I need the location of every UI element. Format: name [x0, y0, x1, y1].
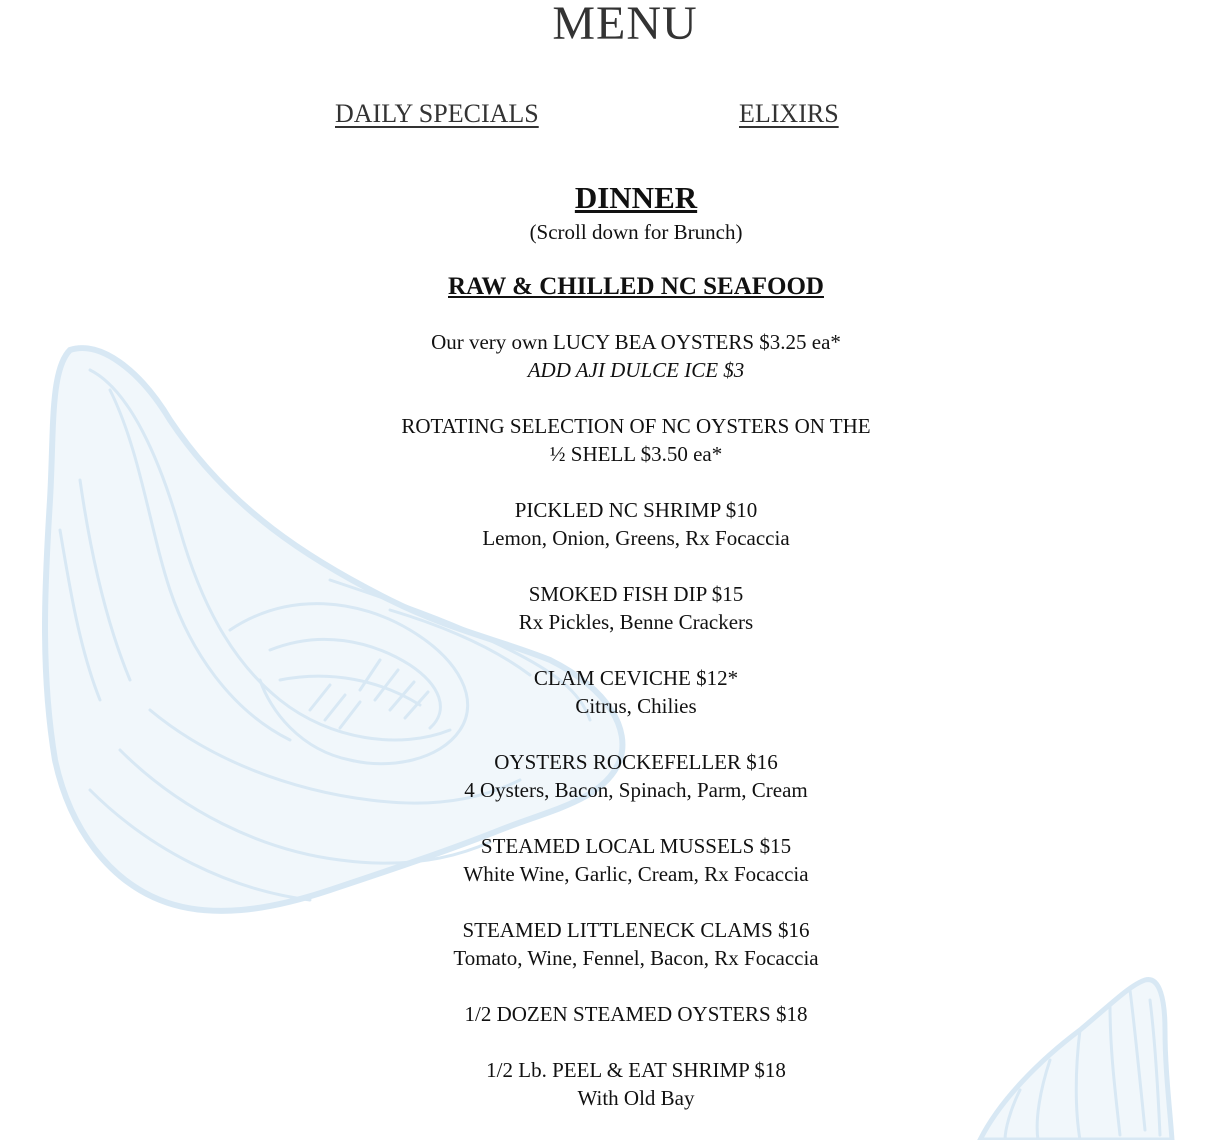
menu-item [400, 832, 872, 888]
menu-item-detail: Rx Pickles, Benne Crackers [518, 610, 754, 634]
menu-item-title: STEAMED LITTLENECK CLAMS $16 [462, 918, 810, 942]
menu-item-detail: Citrus, Chilies [575, 694, 697, 718]
menu-item-title: SMOKED FISH DIP $15 [528, 582, 744, 606]
menu-item-detail: Tomato, Wine, Fennel, Bacon, Rx Focaccia [453, 946, 819, 970]
menu-item-list [400, 328, 872, 1112]
page-title: MENU [552, 0, 698, 50]
menu-item-title: 1/2 DOZEN STEAMED OYSTERS $18 [464, 1002, 808, 1026]
menu-item-detail: 4 Oysters, Bacon, Spinach, Parm, Cream [464, 778, 808, 802]
menu-item [400, 496, 872, 552]
elixirs-link[interactable]: ELIXIRS [739, 99, 839, 128]
menu-item-title: ROTATING SELECTION OF NC OYSTERS ON THE ½ SHELL $3.50 ea* [401, 414, 871, 466]
menu-item-detail: With Old Bay [577, 1086, 695, 1110]
menu-item-title: Our very own LUCY BEA OYSTERS $3.25 ea* [431, 330, 841, 354]
menu-item-title: OYSTERS ROCKEFELLER $16 [494, 750, 778, 774]
menu-item-title: CLAM CEVICHE $12* [533, 666, 739, 690]
menu-item [400, 916, 872, 972]
menu-item-title: PICKLED NC SHRIMP $10 [514, 498, 758, 522]
oyster-illustration-icon [960, 970, 1210, 1140]
section-heading-dinner: DINNER [574, 180, 698, 215]
menu-item [400, 748, 872, 804]
menu-item-detail: Lemon, Onion, Greens, Rx Focaccia [482, 526, 790, 550]
menu-item-title: STEAMED LOCAL MUSSELS $15 [480, 834, 792, 858]
menu-item [400, 1056, 872, 1112]
menu-item-detail: White Wine, Garlic, Cream, Rx Focaccia [463, 862, 809, 886]
menu-item [400, 1000, 872, 1028]
section-note: (Scroll down for Brunch) [529, 220, 743, 244]
menu-item-detail: ADD AJI DULCE ICE $3 [527, 358, 745, 382]
menu-item [400, 580, 872, 636]
menu-item-title: 1/2 Lb. PEEL & EAT SHRIMP $18 [486, 1058, 786, 1082]
menu-content [400, 178, 872, 1140]
subsection-heading-raw-chilled: RAW & CHILLED NC SEAFOOD [448, 273, 824, 300]
menu-item [400, 328, 872, 384]
menu-item [400, 664, 872, 720]
menu-item [400, 412, 872, 468]
daily-specials-link[interactable]: DAILY SPECIALS [335, 99, 539, 128]
